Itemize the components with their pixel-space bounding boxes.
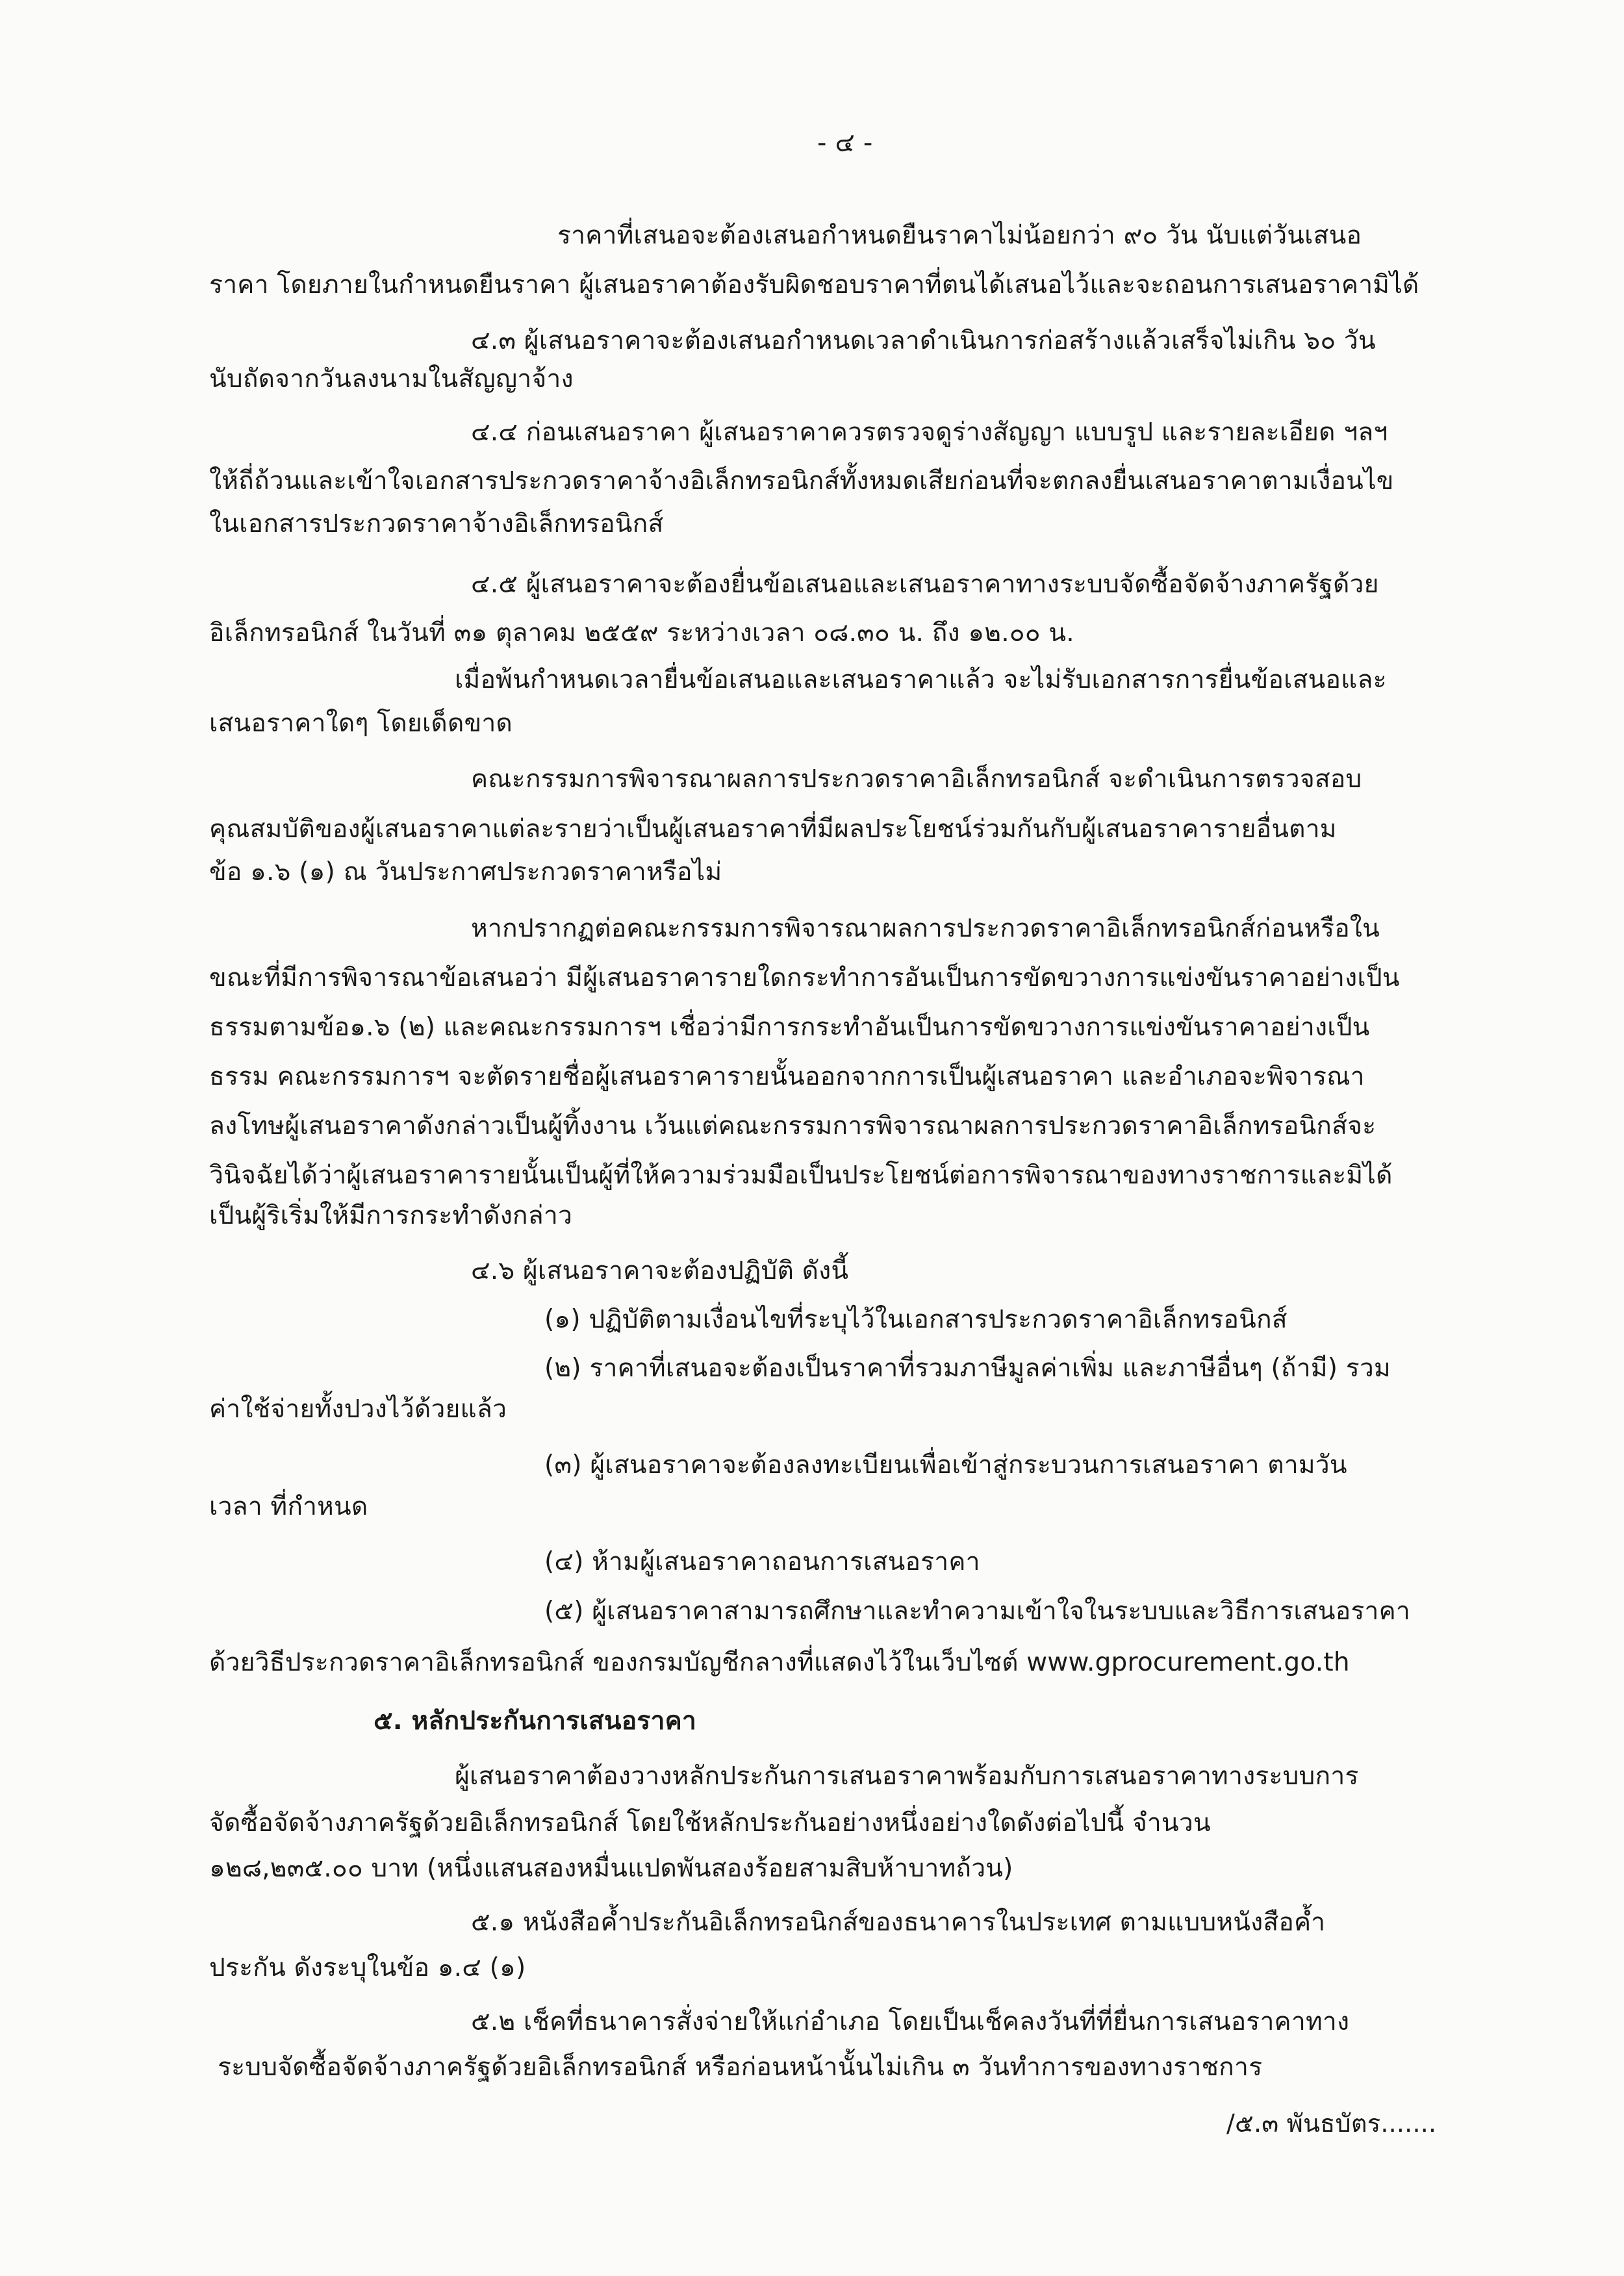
text-line: (๓) ผู้เสนอราคาจะต้องลงทะเบียนเพื่อเข้าสู่กระบวนการเสนอราคา ตามวัน (544, 1450, 1347, 1480)
text-line: ประกัน ดังระบุในข้อ ๑.๔ (๑) (209, 1953, 526, 1982)
continuation-note: /๕.๓ พันธบัตร....... (1226, 2109, 1437, 2138)
text-line: เวลา ที่กำหนด (209, 1492, 368, 1521)
text-line: ลงโทษผู้เสนอราคาดังกล่าวเป็นผู้ทิ้งงาน เว้นแต่คณะกรรมการพิจารณาผลการประกวดราคาอิเล็กทรอนิกส์จะ (209, 1111, 1377, 1141)
text-line: (๕) ผู้เสนอราคาสามารถศึกษาและทำความเข้าใจในระบบและวิธีการเสนอราคา (544, 1597, 1410, 1626)
section-heading: ๕. หลักประกันการเสนอราคา (374, 1706, 696, 1736)
text-line: อิเล็กทรอนิกส์ ในวันที่ ๓๑ ตุลาคม ๒๕๕๙ ระหว่างเวลา ๐๘.๓๐ น. ถึง ๑๒.๐๐ น. (209, 618, 1074, 648)
text-line: ๔.๖ ผู้เสนอราคาจะต้องปฏิบัติ ดังนี้ (471, 1256, 849, 1285)
text-line: หากปรากฏต่อคณะกรรมการพิจารณาผลการประกวดราคาอิเล็กทรอนิกส์ก่อนหรือใน (471, 914, 1380, 943)
text-line: ๔.๓ ผู้เสนอราคาจะต้องเสนอกำหนดเวลาดำเนินการก่อสร้างแล้วเสร็จไม่เกิน ๖๐ วัน (471, 326, 1376, 355)
text-line: ระบบจัดซื้อจัดจ้างภาครัฐด้วยอิเล็กทรอนิกส์ หรือก่อนหน้านั้นไม่เกิน ๓ วันทำการของทางราชการ (218, 2053, 1263, 2082)
text-line: ราคาที่เสนอจะต้องเสนอกำหนดยืนราคาไม่น้อยกว่า ๙๐ วัน นับแต่วันเสนอ (557, 221, 1362, 250)
text-line: คุณสมบัติของผู้เสนอราคาแต่ละรายว่าเป็นผู้เสนอราคาที่มีผลประโยชน์ร่วมกันกับผู้เสนอราคารายอื่นตาม (209, 815, 1337, 844)
text-line: ในเอกสารประกวดราคาจ้างอิเล็กทรอนิกส์ (209, 509, 664, 538)
text-line: (๔) ห้ามผู้เสนอราคาถอนการเสนอราคา (544, 1547, 980, 1576)
text-line: เมื่อพ้นกำหนดเวลายื่นข้อเสนอและเสนอราคาแล้ว จะไม่รับเอกสารการยื่นข้อเสนอและ (455, 665, 1387, 694)
text-line: ค่าใช้จ่ายทั้งปวงไว้ด้วยแล้ว (209, 1395, 507, 1424)
text-line: ธรรม คณะกรรมการฯ จะตัดรายชื่อผู้เสนอราคารายนั้นออกจากการเป็นผู้เสนอราคา และอำเภอจะพิจารณา (209, 1062, 1365, 1091)
text-line: ราคา โดยภายในกำหนดยืนราคา ผู้เสนอราคาต้องรับผิดชอบราคาที่ตนได้เสนอไว้และจะถอนการเสนอราคามิได้ (209, 270, 1419, 299)
text-line: ธรรมตามข้อ๑.๖ (๒) และคณะกรรมการฯ เชื่อว่ามีการกระทำอันเป็นการขัดขวางการแข่งขันราคาอย่างเป็น (209, 1013, 1370, 1042)
text-line: เป็นผู้ริเริ่มให้มีการกระทำดังกล่าว (209, 1201, 573, 1230)
text-line: เสนอราคาใดๆ โดยเด็ดขาด (209, 709, 513, 738)
text-line: ให้ถี่ถ้วนและเข้าใจเอกสารประกวดราคาจ้างอิเล็กทรอนิกส์ทั้งหมดเสียก่อนที่จะตกลงยื่นเสนอราคาตามเงื่อนไข (209, 466, 1394, 496)
text-line: ๕.๒ เช็คที่ธนาคารสั่งจ่ายให้แก่อำเภอ โดยเป็นเช็คลงวันที่ที่ยื่นการเสนอราคาทาง (471, 2007, 1350, 2036)
text-line: จัดซื้อจัดจ้างภาครัฐด้วยอิเล็กทรอนิกส์ โดยใช้หลักประกันอย่างหนึ่งอย่างใดดังต่อไปนี้ จำนวน (209, 1808, 1211, 1838)
text-line: วินิจฉัยได้ว่าผู้เสนอราคารายนั้นเป็นผู้ที่ให้ความร่วมมือเป็นประโยชน์ต่อการพิจารณาของทางราชการและมิได้ (209, 1161, 1393, 1190)
text-line: ๑๒๘,๒๓๕.๐๐ บาท (หนึ่งแสนสองหมื่นแปดพันสองร้อยสามสิบห้าบาทถ้วน) (209, 1854, 1013, 1883)
text-line: (๒) ราคาที่เสนอจะต้องเป็นราคาที่รวมภาษีมูลค่าเพิ่ม และภาษีอื่นๆ (ถ้ามี) รวม (544, 1354, 1391, 1383)
page-number: - ๔ - (817, 128, 873, 158)
text-line: ผู้เสนอราคาต้องวางหลักประกันการเสนอราคาพร้อมกับการเสนอราคาทางระบบการ (455, 1762, 1359, 1791)
text-line: ๕.๑ หนังสือค้ำประกันอิเล็กทรอนิกส์ของธนาคารในประเทศ ตามแบบหนังสือค้ำ (471, 1908, 1326, 1937)
text-line: นับถัดจากวันลงนามในสัญญาจ้าง (209, 364, 574, 394)
text-line: ๔.๕ ผู้เสนอราคาจะต้องยื่นข้อเสนอและเสนอราคาทางระบบจัดซื้อจัดจ้างภาครัฐด้วย (471, 570, 1379, 599)
text-line: คณะกรรมการพิจารณาผลการประกวดราคาอิเล็กทรอนิกส์ จะดำเนินการตรวจสอบ (471, 765, 1362, 794)
text-line: (๑) ปฏิบัติตามเงื่อนไขที่ระบุไว้ในเอกสารประกวดราคาอิเล็กทรอนิกส์ (544, 1305, 1288, 1334)
text-line: ๔.๔ ก่อนเสนอราคา ผู้เสนอราคาควรตรวจดูร่างสัญญา แบบรูป และรายละเอียด ฯลฯ (471, 418, 1388, 447)
text-line: ขณะที่มีการพิจารณาข้อเสนอว่า มีผู้เสนอราคารายใดกระทำการอันเป็นการขัดขวางการแข่งขันราคาอย่างเป็น (209, 963, 1400, 993)
text-line: ด้วยวิธีประกวดราคาอิเล็กทรอนิกส์ ของกรมบัญชีกลางที่แสดงไว้ในเว็บไซต์ www.gprocurement.go.th (209, 1648, 1350, 1677)
text-line: ข้อ ๑.๖ (๑) ณ วันประกาศประกวดราคาหรือไม่ (209, 857, 722, 887)
